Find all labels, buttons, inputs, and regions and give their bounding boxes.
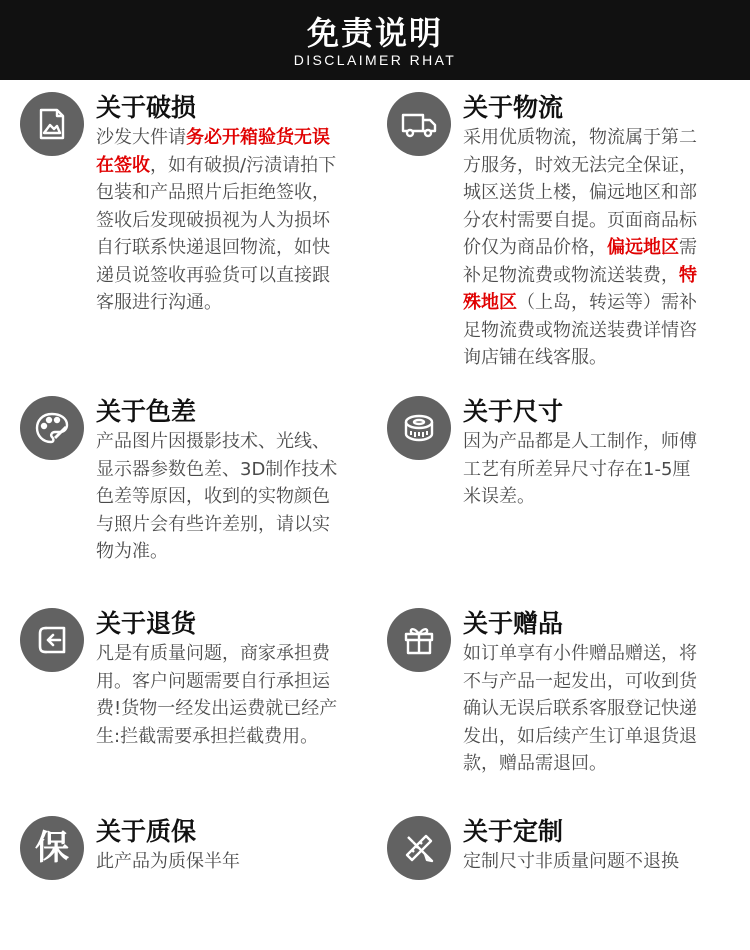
section-gifts [387, 608, 737, 798]
image-photo-icon [20, 92, 84, 156]
section-title: 关于尺寸 [463, 397, 564, 426]
section-title: 关于赠品 [463, 609, 564, 638]
pencil-ruler-icon [387, 816, 451, 880]
body-line: 显示器参数色差、3D制作技术 [96, 458, 338, 480]
delivery-truck-icon [387, 92, 451, 156]
section-body [463, 124, 697, 372]
body-line: 采用优质物流，物流属于第二 [463, 127, 697, 148]
section-body [463, 428, 697, 511]
body-line: 物为准。 [96, 541, 168, 562]
section-body [463, 640, 697, 778]
body-text: （上岛，转运等）需补 [517, 292, 697, 313]
highlight-text: 务必开箱验货无误 [186, 127, 330, 148]
body-line: 款，赠品需退回。 [463, 753, 607, 774]
body-line: 生:拦截需要承担拦截费用。 [96, 725, 319, 747]
body-line: 确认无误后联系客服登记快递 [463, 698, 697, 719]
body-text: 沙发大件请 [96, 127, 186, 148]
gift-box-icon [387, 608, 451, 672]
section-body [96, 124, 336, 317]
body-line: 自行联系快递退回物流，如快 [96, 237, 330, 258]
body-line: 询店铺在线客服。 [463, 347, 607, 368]
section-body [96, 848, 240, 876]
section-title: 关于质保 [96, 817, 197, 846]
section-returns [20, 608, 370, 768]
body-line: 发出，如后续产生订单退货退 [463, 725, 697, 747]
highlight-text: 在签收 [96, 154, 150, 176]
body-line: 足物流费或物流送装费详情咨 [463, 319, 697, 341]
palette-icon [20, 396, 84, 460]
section-title: 关于退货 [96, 609, 197, 638]
body-line: 如订单享有小件赠品赠送，将 [463, 643, 697, 664]
body-line: 用。客户问题需要自行承担运 [96, 670, 330, 692]
body-line: 分农村需要自提。页面商品标 [463, 209, 697, 231]
body-line: 城区送货上楼，偏远地区和部 [463, 182, 697, 203]
section-body [96, 428, 337, 566]
body-line: 工艺有所差异尺寸存在1-5厘 [463, 458, 691, 480]
body-line: 米误差。 [463, 486, 535, 507]
body-line: 客服进行沟通。 [96, 292, 222, 313]
header-banner [0, 0, 750, 80]
body-text: 需 [679, 237, 697, 258]
tape-measure-icon [387, 396, 451, 460]
body-text: 补足物流费或物流送装费， [463, 264, 679, 286]
section-body [463, 848, 679, 876]
body-line: 色差等原因，收到的实物颜色 [96, 486, 330, 507]
section-logistics [387, 92, 737, 392]
section-body [96, 640, 337, 750]
section-color-difference [20, 396, 370, 586]
body-line: 与照片会有些许差别，请以实 [96, 513, 330, 535]
body-line: 定制尺寸非质量问题不退换 [463, 851, 679, 872]
section-custom [387, 816, 737, 896]
return-arrow-icon [20, 608, 84, 672]
section-title: 关于物流 [463, 93, 564, 122]
section-title: 关于定制 [463, 817, 564, 846]
body-line: 不与产品一起发出，可收到货 [463, 670, 697, 692]
section-title: 关于色差 [96, 397, 197, 426]
section-damage [20, 92, 370, 342]
body-text: ，如有破损/污渍请拍下 [150, 154, 337, 176]
body-line: 费!货物一经发出运费就已经产 [96, 698, 338, 719]
highlight-text: 偏远地区 [607, 237, 679, 258]
page-title: 免责说明 [306, 14, 443, 52]
section-size [387, 396, 737, 526]
section-title: 关于破损 [96, 93, 197, 122]
body-line: 凡是有质量问题，商家承担费 [96, 643, 330, 664]
body-line: 签收后发现破损视为人为损坏 [96, 209, 330, 231]
bao-character-icon [20, 816, 84, 880]
page-subtitle: DISCLAIMER RHAT [293, 52, 457, 68]
body-line: 递员说签收再验货可以直接跟 [96, 264, 330, 286]
body-line: 产品图片因摄影技术、光线、 [96, 431, 330, 452]
body-line: 因为产品都是人工制作，师傅 [463, 431, 697, 452]
body-line: 方服务，时效无法完全保证， [463, 154, 697, 176]
section-warranty [20, 816, 370, 896]
highlight-text: 特 [679, 264, 697, 286]
icon-glyph: 保 [35, 828, 69, 868]
highlight-text: 殊地区 [463, 292, 517, 313]
body-line: 此产品为质保半年 [96, 851, 240, 872]
body-text: 价仅为商品价格， [463, 237, 607, 258]
body-line: 包装和产品照片后拒绝签收， [96, 182, 330, 203]
